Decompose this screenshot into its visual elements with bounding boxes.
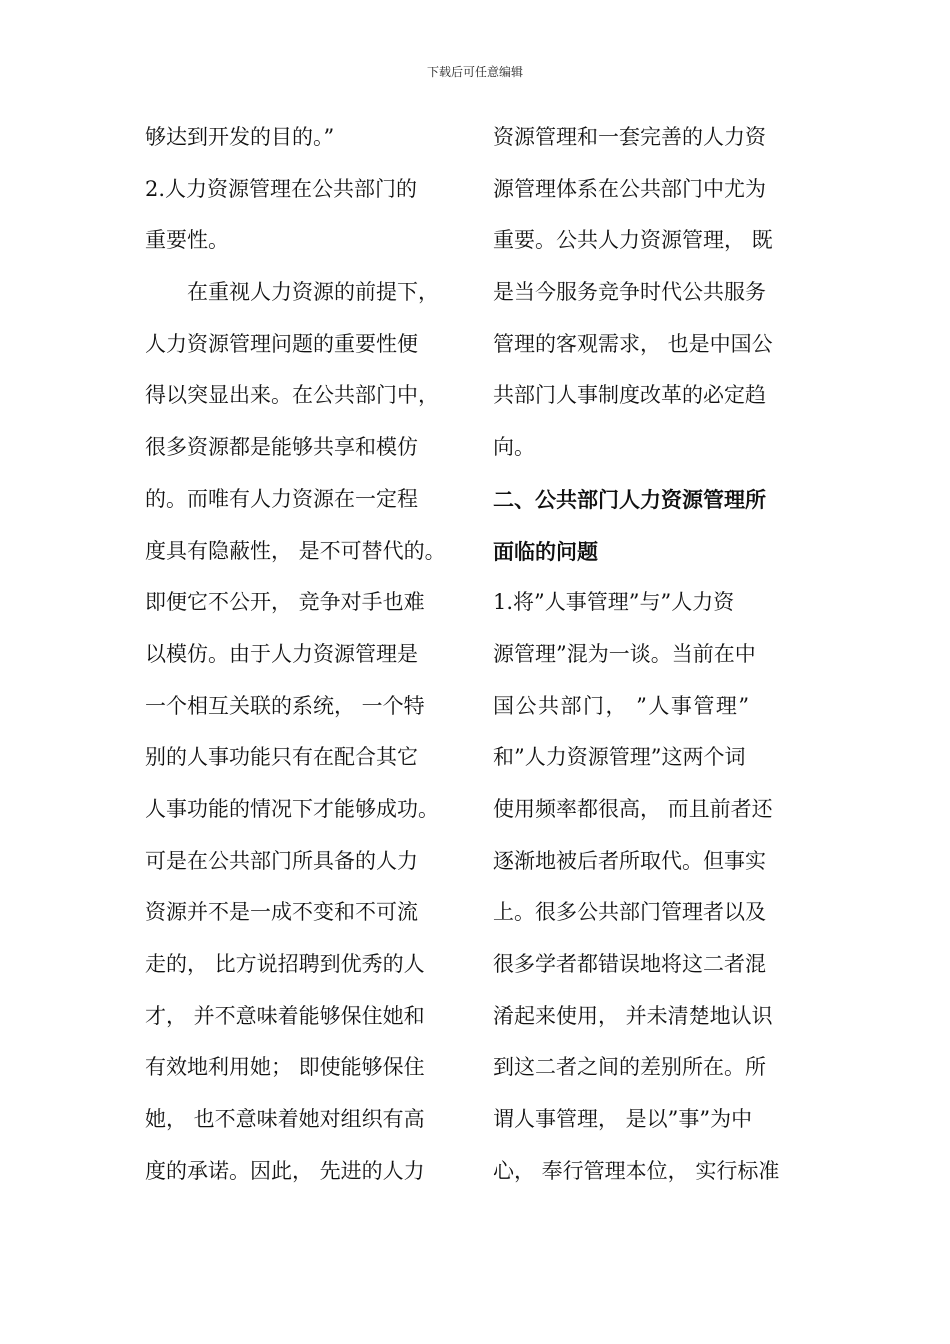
text-line: 心， 奉行管理本位， 实行标准: [493, 1158, 780, 1183]
text-line: 源管理”混为一谈。当前在中: [493, 641, 756, 666]
text-line: 国公共部门， ”人事管理”: [493, 693, 751, 718]
text-line: 在重视人力资源的前提下，: [145, 280, 439, 305]
section-heading-problems: 二、公共部门人力资源管理所: [493, 486, 766, 512]
text-line: 向。: [493, 435, 535, 460]
left-column: [145, 112, 465, 1197]
text-line: 得以突显出来。在公共部门中，: [145, 383, 439, 408]
text-line: 共部门人事制度改革的必定趋: [493, 383, 766, 408]
text-line: 重要。公共人力资源管理， 既: [493, 228, 773, 253]
text-line: 上。很多公共部门管理者以及: [493, 900, 766, 925]
text-line: 才， 并不意味着能够保住她和: [145, 1003, 425, 1028]
text-line: 走的， 比方说招聘到优秀的人: [145, 952, 425, 976]
text-line: 谓人事管理， 是以”事”为中: [493, 1107, 753, 1132]
text-line: 资源管理和一套完善的人力资: [493, 125, 766, 149]
text-line: 度的承诺。因此， 先进的人力: [145, 1158, 425, 1183]
text-line: 管理的客观需求， 也是中国公: [493, 331, 773, 356]
text-line: 度具有隐蔽性， 是不可替代的。: [145, 538, 446, 563]
text-line: 人事功能的情况下才能够成功。: [145, 796, 439, 821]
text-line: 源管理体系在公共部门中尤为: [493, 176, 766, 201]
page-header: 下载后可任意编辑: [426, 65, 523, 79]
text-line: 使用频率都很高， 而且前者还: [493, 796, 773, 821]
text-line: 可是在公共部门所具备的人力: [145, 848, 418, 873]
text-line: 和”人力资源管理”这两个词: [493, 745, 746, 770]
text-line: 到这二者之间的差别所在。所: [493, 1055, 766, 1080]
text-line: 资源并不是一成不变和不可流: [145, 900, 418, 925]
text-line: 人力资源管理问题的重要性便: [145, 331, 418, 356]
text-line: 是当今服务竞争时代公共服务: [493, 280, 766, 305]
text-line: 淆起来使用， 并未清楚地认识: [493, 1003, 773, 1028]
text-line: 别的人事功能只有在配合其它: [145, 745, 418, 770]
text-line: 她， 也不意味着她对组织有高: [145, 1107, 425, 1132]
text-line: 以模仿。由于人力资源管理是: [145, 641, 418, 666]
text-line: 逐渐地被后者所取代。但事实: [493, 848, 766, 873]
text-line: 1.将”人事管理”与”人力资: [493, 590, 735, 615]
section-heading-importance: 2.人力资源管理在公共部门的: [145, 176, 418, 201]
text-line: 有效地利用她； 即使能够保住: [145, 1055, 425, 1080]
text-line: 重要性。: [145, 228, 229, 253]
text-line: 的。而唯有人力资源在一定程: [145, 486, 418, 511]
text-line: 即便它不公开， 竞争对手也难: [145, 590, 425, 615]
right-column: [493, 112, 813, 1197]
text-line: 很多学者都错误地将这二者混: [493, 952, 766, 976]
text-line: 够达到开发的目的。”: [145, 125, 335, 149]
text-line: 很多资源都是能够共享和模仿: [145, 435, 418, 460]
section-heading-problems-cont: 面临的问题: [493, 538, 598, 564]
text-line: 一个相互关联的系统， 一个特: [145, 693, 425, 718]
